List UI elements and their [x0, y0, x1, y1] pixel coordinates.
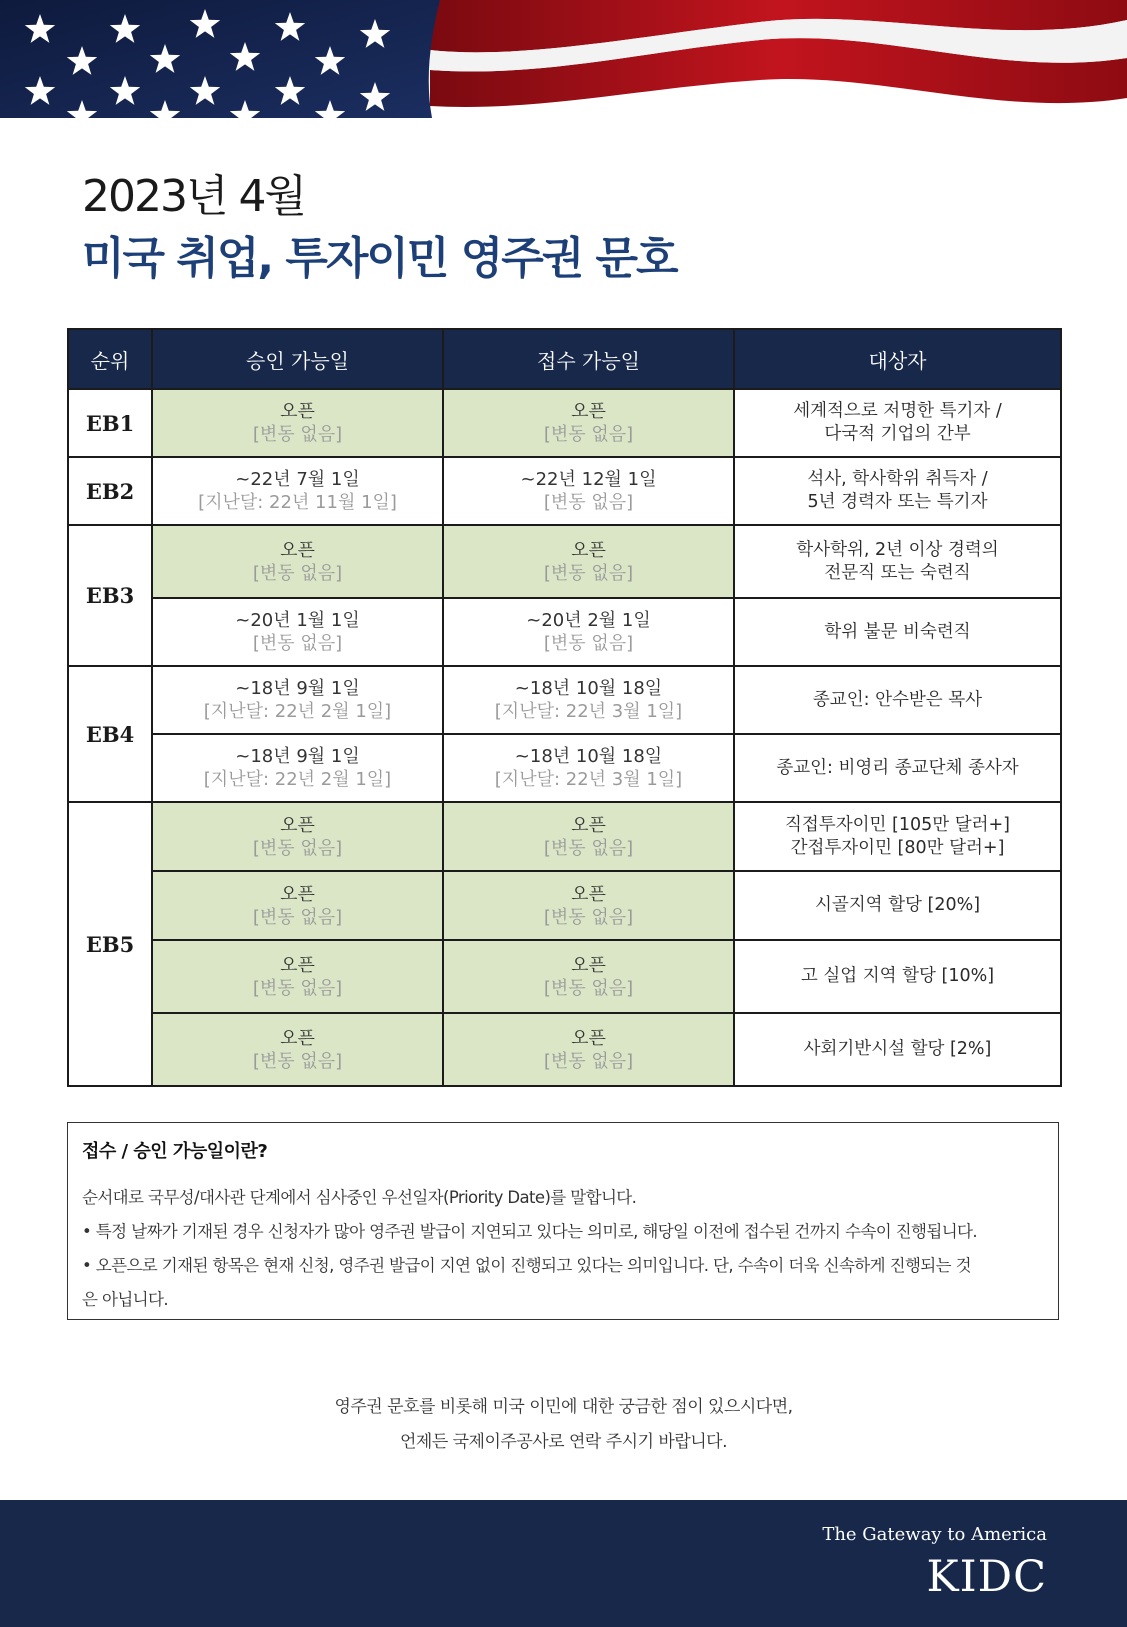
target-line: 5년 경력자 또는 특기자 — [807, 492, 988, 512]
approval-date-cell — [152, 598, 443, 666]
footer — [0, 1500, 1127, 1627]
approval-date-value: ~22년 7월 1일 — [235, 469, 360, 490]
filing-change-note: [변동 없음] — [543, 492, 634, 513]
table-row — [68, 389, 1061, 457]
approval-date-cell — [152, 666, 443, 734]
page-title: 미국 취업, 투자이민 영주권 문호 — [82, 233, 677, 284]
approval-change-note: [변동 없음] — [252, 562, 343, 584]
closing-line: 영주권 문호를 비롯해 미국 이민에 대한 궁금한 점이 있으시다면, — [334, 1397, 793, 1417]
target-line: 시골지역 할당 [20%] — [814, 895, 981, 915]
filing-date-cell — [443, 457, 734, 525]
approval-date-value: ~18년 9월 1일 — [235, 678, 360, 699]
filing-date-value: ~20년 2월 1일 — [526, 610, 651, 631]
target-cell — [734, 734, 1061, 802]
approval-date-value: 오픈 — [280, 401, 315, 422]
approval-date-value: 오픈 — [280, 1027, 315, 1049]
filing-date-value: ~22년 12월 1일 — [520, 469, 657, 490]
table-row — [68, 1013, 1061, 1086]
table-row — [68, 871, 1061, 940]
target-line: 간접투자이민 [80만 달러+] — [790, 837, 1005, 858]
approval-change-note: [지난달: 22년 2월 1일] — [203, 769, 392, 790]
approval-change-note: [지난달: 22년 11월 1일] — [198, 492, 397, 513]
header-approval-date: 승인 가능일 — [152, 329, 443, 389]
approval-date-cell — [152, 871, 443, 940]
target-line: 직접투자이민 [105만 달러+] — [785, 814, 1010, 835]
table-row — [68, 525, 1061, 598]
approval-date-value: 오픈 — [280, 883, 315, 905]
approval-date-cell — [152, 525, 443, 598]
info-title: 접수 / 승인 가능일이란? — [82, 1141, 268, 1162]
table-row — [68, 457, 1061, 525]
approval-change-note: [지난달: 22년 2월 1일] — [203, 701, 392, 722]
info-line: 은 아닙니다. — [82, 1290, 168, 1309]
target-line: 석사, 학사학위 취득자 / — [807, 469, 988, 489]
table-row — [68, 940, 1061, 1013]
approval-date-cell — [152, 802, 443, 871]
page-subtitle-date: 2023년 4월 — [82, 171, 305, 222]
target-line: 종교인: 비영리 종교단체 종사자 — [776, 757, 1019, 778]
approval-change-note: [변동 없음] — [252, 633, 343, 654]
info-box — [67, 1122, 1059, 1320]
target-cell — [734, 389, 1061, 457]
rank-cell: EB5 — [68, 802, 152, 1086]
target-line: 학위 불문 비숙련직 — [824, 621, 971, 642]
target-cell — [734, 1013, 1061, 1086]
visa-bulletin-table — [67, 328, 1062, 1087]
target-cell — [734, 525, 1061, 598]
approval-change-note: [변동 없음] — [252, 977, 343, 999]
approval-change-note: [변동 없음] — [252, 1050, 343, 1072]
header-filing-date: 접수 가능일 — [443, 329, 734, 389]
approval-date-cell — [152, 389, 443, 457]
target-line: 세계적으로 저명한 특기자 / — [793, 401, 1002, 421]
filing-change-note: [변동 없음] — [543, 1050, 634, 1072]
closing-line: 언제든 국제이주공사로 연락 주시기 바랍니다. — [399, 1432, 728, 1452]
kidc-logo: KIDC — [926, 1552, 1047, 1602]
footer-tagline: The Gateway to America — [822, 1524, 1047, 1545]
filing-date-cell — [443, 666, 734, 734]
filing-date-cell — [443, 871, 734, 940]
approval-date-value: 오픈 — [280, 814, 315, 836]
filing-change-note: [변동 없음] — [543, 906, 634, 928]
target-cell — [734, 802, 1061, 871]
info-line: 순서대로 국무성/대사관 단계에서 심사중인 우선일자(Priority Date)를 말합니다. — [82, 1188, 637, 1207]
filing-date-value: 오픈 — [571, 401, 606, 422]
filing-date-cell — [443, 1013, 734, 1086]
target-cell — [734, 457, 1061, 525]
filing-change-note: [변동 없음] — [543, 837, 634, 859]
approval-date-value: 오픈 — [280, 954, 315, 976]
table-row — [68, 598, 1061, 666]
filing-date-value: ~18년 10월 18일 — [514, 746, 663, 767]
flag-banner — [0, 0, 1127, 118]
filing-date-value: 오픈 — [571, 814, 606, 836]
rank-cell: EB3 — [68, 525, 152, 666]
filing-date-value: 오픈 — [571, 1027, 606, 1049]
approval-date-value: ~20년 1월 1일 — [235, 610, 360, 631]
filing-date-value: 오픈 — [571, 539, 606, 561]
rank-cell: EB1 — [68, 389, 152, 457]
approval-change-note: [변동 없음] — [252, 424, 343, 445]
rank-cell: EB2 — [68, 457, 152, 525]
table-header-row — [68, 329, 1061, 389]
header-target: 대상자 — [734, 329, 1061, 389]
filing-date-cell — [443, 802, 734, 871]
table-row — [68, 734, 1061, 802]
filing-date-value: ~18년 10월 18일 — [514, 678, 663, 699]
approval-date-cell — [152, 940, 443, 1013]
target-line: 종교인: 안수받은 목사 — [812, 689, 983, 710]
info-line: • 특정 날짜가 기재된 경우 신청자가 많아 영주권 발급이 지연되고 있다는 의미로, 해당일 이전에 접수된 건까지 수속이 진행됩니다. — [82, 1222, 978, 1241]
filing-change-note: [지난달: 22년 3월 1일] — [494, 701, 683, 722]
table-row — [68, 802, 1061, 871]
filing-date-cell — [443, 940, 734, 1013]
approval-change-note: [변동 없음] — [252, 837, 343, 859]
filing-date-value: 오픈 — [571, 883, 606, 905]
approval-date-cell — [152, 734, 443, 802]
filing-date-cell — [443, 525, 734, 598]
filing-change-note: [변동 없음] — [543, 977, 634, 999]
target-line: 고 실업 지역 할당 [10%] — [800, 966, 995, 986]
filing-date-cell — [443, 734, 734, 802]
filing-change-note: [변동 없음] — [543, 424, 634, 445]
filing-date-value: 오픈 — [571, 954, 606, 976]
approval-date-cell — [152, 1013, 443, 1086]
us-flag-image — [0, 0, 1127, 118]
info-line: • 오픈으로 기재된 항목은 현재 신청, 영주권 발급이 지연 없이 진행되고 있다는 의미입니다. 단, 수속이 더욱 신속하게 진행되는 것 — [82, 1256, 971, 1275]
target-cell — [734, 666, 1061, 734]
filing-change-note: [변동 없음] — [543, 633, 634, 654]
target-line: 사회기반시설 할당 [2%] — [803, 1039, 992, 1059]
target-cell — [734, 871, 1061, 940]
table-row — [68, 666, 1061, 734]
approval-change-note: [변동 없음] — [252, 906, 343, 928]
approval-date-value: ~18년 9월 1일 — [235, 746, 360, 767]
filing-date-cell — [443, 389, 734, 457]
target-line: 다국적 기업의 간부 — [824, 424, 971, 444]
header-rank: 순위 — [68, 329, 152, 389]
target-cell — [734, 598, 1061, 666]
approval-date-cell — [152, 457, 443, 525]
target-cell — [734, 940, 1061, 1013]
closing-message — [0, 1390, 1127, 1460]
target-line: 학사학위, 2년 이상 경력의 — [796, 539, 999, 560]
rank-cell: EB4 — [68, 666, 152, 802]
filing-date-cell — [443, 598, 734, 666]
approval-date-value: 오픈 — [280, 539, 315, 561]
filing-change-note: [변동 없음] — [543, 562, 634, 584]
filing-change-note: [지난달: 22년 3월 1일] — [494, 769, 683, 790]
target-line: 전문직 또는 숙련직 — [824, 562, 971, 583]
